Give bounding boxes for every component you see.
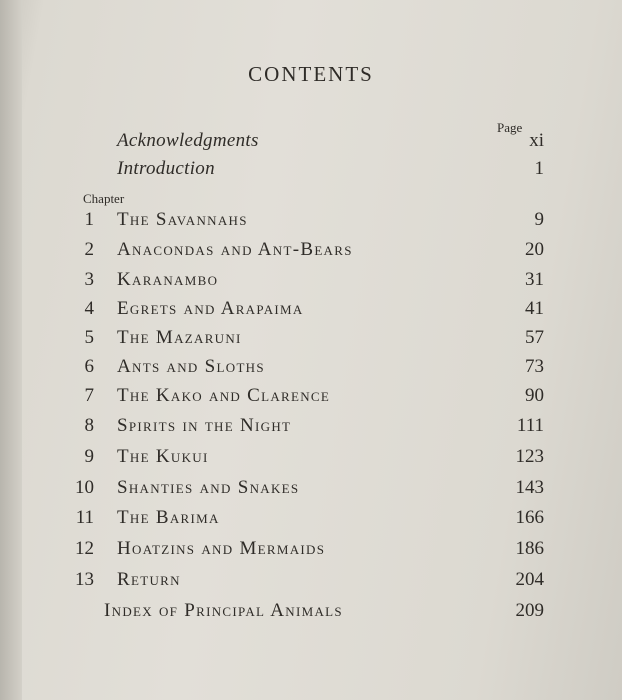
page-number: 9 <box>534 209 544 230</box>
front-matter-title: Acknowledgments <box>117 130 259 151</box>
chapter-row <box>0 356 622 386</box>
chapter-number: 1 <box>84 209 94 230</box>
page-number: 166 <box>515 507 544 528</box>
page-number: 41 <box>525 298 544 319</box>
chapter-number: 4 <box>84 298 94 319</box>
page-number: 186 <box>515 538 544 559</box>
chapter-number: 5 <box>84 327 94 348</box>
chapter-row <box>0 538 622 568</box>
chapter-row <box>0 415 622 445</box>
chapter-title: The Savannahs <box>117 209 248 230</box>
page-number: 111 <box>516 415 544 436</box>
page-number: 204 <box>515 569 544 590</box>
contents-heading: CONTENTS <box>248 62 374 86</box>
chapter-row <box>0 327 622 357</box>
chapter-number: 13 <box>75 569 94 590</box>
chapter-row <box>0 385 622 415</box>
page-number: xi <box>529 130 544 151</box>
chapter-row <box>0 507 622 537</box>
chapter-title: Anacondas and Ant-Bears <box>117 239 353 260</box>
chapter-title: The Kukui <box>117 446 209 467</box>
page-number: 57 <box>525 327 544 348</box>
chapter-number: 11 <box>75 507 94 528</box>
index-row <box>0 600 622 630</box>
page-column-label: Page <box>497 120 523 135</box>
chapter-title: Ants and Sloths <box>117 356 265 377</box>
page-number: 73 <box>525 356 544 377</box>
chapter-title: Spirits in the Night <box>117 415 292 436</box>
chapter-title: The Kako and Clarence <box>117 385 331 406</box>
chapter-number: 8 <box>84 415 94 436</box>
chapter-title: The Mazaruni <box>117 327 242 348</box>
chapter-title: Return <box>117 569 181 590</box>
page-number: 123 <box>515 446 544 467</box>
chapter-title: Egrets and Arapaima <box>117 298 304 319</box>
chapter-row <box>0 209 622 239</box>
chapter-number: 9 <box>84 446 94 467</box>
chapter-row <box>0 269 622 299</box>
index-title: Index of Principal Animals <box>104 600 343 621</box>
chapter-number: 2 <box>84 239 94 260</box>
chapter-title: Hoatzins and Mermaids <box>117 538 326 559</box>
chapter-title: Shanties and Snakes <box>117 477 300 498</box>
chapter-title: Karanambo <box>117 269 219 290</box>
front-matter-row <box>0 130 622 160</box>
front-matter-row <box>0 158 622 188</box>
page-number: 209 <box>515 600 544 621</box>
chapter-number: 7 <box>84 385 94 406</box>
chapter-number: 6 <box>84 356 94 377</box>
front-matter-title: Introduction <box>117 158 215 179</box>
chapter-title: The Barima <box>117 507 220 528</box>
chapter-number: 10 <box>75 477 94 498</box>
chapter-row <box>0 477 622 507</box>
chapter-row <box>0 569 622 599</box>
chapter-column-label: Chapter <box>83 191 125 206</box>
chapter-number: 12 <box>75 538 94 559</box>
page-number: 90 <box>525 385 544 406</box>
chapter-row <box>0 298 622 328</box>
page-number: 1 <box>534 158 544 179</box>
page-number: 20 <box>525 239 544 260</box>
chapter-number: 3 <box>84 269 94 290</box>
page-number: 31 <box>525 269 544 290</box>
chapter-row <box>0 239 622 269</box>
chapter-row <box>0 446 622 476</box>
page-number: 143 <box>515 477 544 498</box>
